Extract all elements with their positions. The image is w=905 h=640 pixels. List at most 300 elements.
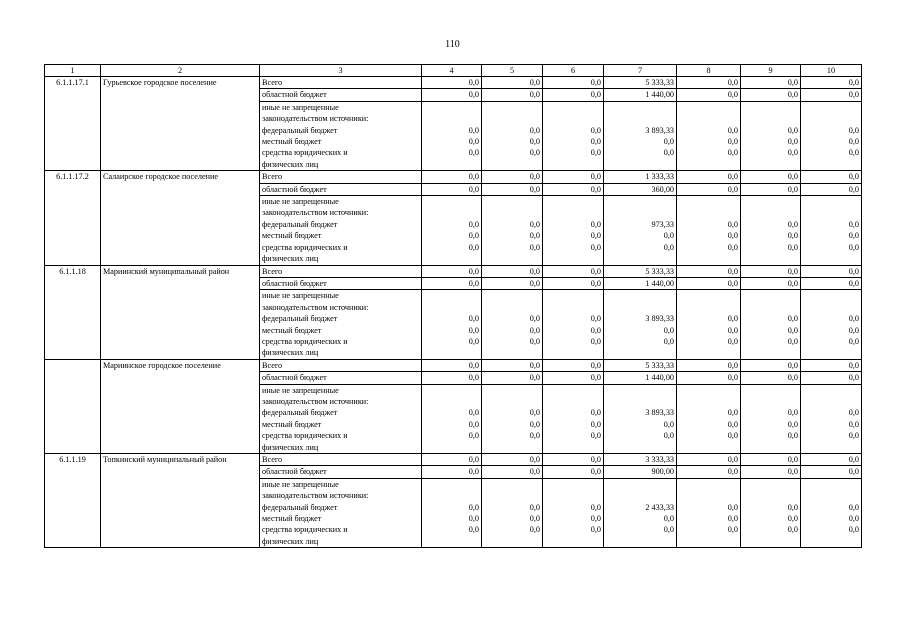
- value-yur: 0,0: [727, 336, 738, 346]
- value-federal: 0,0: [590, 408, 601, 418]
- value-cell: 0,0: [543, 372, 604, 384]
- value-mestny: 0,0: [663, 231, 674, 241]
- value-cell: 1 440,00: [604, 277, 677, 289]
- value-cell: [482, 478, 543, 547]
- value-mestny: 0,0: [529, 325, 540, 335]
- value-cell: 0,0: [422, 77, 482, 89]
- value-cell: [741, 478, 801, 547]
- row-name: Мариинское городское поселение: [101, 359, 260, 453]
- value-cell: [604, 101, 677, 170]
- column-number: 3: [260, 65, 422, 77]
- value-cell: 0,0: [482, 359, 543, 371]
- value-cell: [543, 384, 604, 453]
- value-cell: [604, 290, 677, 359]
- value-mestny: 0,0: [787, 137, 798, 147]
- spacer: [484, 479, 540, 490]
- value-yur: 0,0: [663, 525, 674, 535]
- value-federal: 0,0: [727, 502, 738, 512]
- value-yur: 0,0: [590, 242, 601, 252]
- label-oblast: областной бюджет: [260, 466, 422, 478]
- value-cell: 0,0: [801, 466, 862, 478]
- value-federal: 0,0: [468, 502, 479, 512]
- value-mestny: 0,0: [590, 419, 601, 429]
- value-yur: 0,0: [727, 242, 738, 252]
- value-cell: 0,0: [543, 454, 604, 466]
- value-cell: 0,0: [677, 77, 741, 89]
- value-mestny: 0,0: [787, 419, 798, 429]
- value-cell: 0,0: [543, 265, 604, 277]
- value-mestny: 0,0: [848, 514, 859, 524]
- value-cell: 3 333,33: [604, 454, 677, 466]
- spacer: [743, 490, 798, 501]
- value-yur: 0,0: [529, 148, 540, 158]
- budget-table: [44, 64, 862, 548]
- label-federal: федеральный бюджет: [262, 314, 338, 324]
- value-cell: [543, 478, 604, 547]
- spacer: [545, 385, 601, 396]
- value-cell: 0,0: [482, 77, 543, 89]
- label-yur2: физических лиц: [262, 536, 319, 546]
- column-number: 4: [422, 65, 482, 77]
- value-cell: 0,0: [741, 183, 801, 195]
- value-yur: 0,0: [848, 148, 859, 158]
- value-yur: 0,0: [663, 336, 674, 346]
- label-federal: федеральный бюджет: [262, 125, 338, 135]
- label-other-sources: [260, 478, 422, 547]
- value-cell: 0,0: [482, 183, 543, 195]
- label-inye2: законодательством источники:: [262, 114, 369, 124]
- value-cell: 0,0: [482, 171, 543, 183]
- table-row: [45, 265, 862, 277]
- label-mestny: местный бюджет: [262, 137, 322, 147]
- label-other-sources: [260, 101, 422, 170]
- spacer: [679, 479, 738, 490]
- value-mestny: 0,0: [663, 514, 674, 524]
- value-cell: 0,0: [543, 466, 604, 478]
- value-cell: [677, 290, 741, 359]
- value-cell: [801, 384, 862, 453]
- value-federal: 0,0: [529, 408, 540, 418]
- value-federal: 0,0: [468, 408, 479, 418]
- value-yur: 0,0: [727, 431, 738, 441]
- label-vsego: Всего: [260, 359, 422, 371]
- value-yur: 0,0: [848, 336, 859, 346]
- spacer: [424, 479, 479, 490]
- spacer: [803, 113, 859, 124]
- spacer: [743, 385, 798, 396]
- label-yur2: физических лиц: [262, 442, 319, 452]
- value-federal: 0,0: [787, 125, 798, 135]
- value-yur: 0,0: [468, 148, 479, 158]
- value-cell: 0,0: [801, 277, 862, 289]
- spacer: [424, 102, 479, 113]
- value-cell: 0,0: [677, 183, 741, 195]
- label-other-sources: [260, 384, 422, 453]
- value-yur: 0,0: [529, 336, 540, 346]
- value-federal: 0,0: [848, 125, 859, 135]
- value-federal: 0,0: [727, 219, 738, 229]
- label-inye2: законодательством источники:: [262, 208, 369, 218]
- value-federal: 0,0: [590, 314, 601, 324]
- value-cell: 1 440,00: [604, 372, 677, 384]
- value-cell: 0,0: [422, 277, 482, 289]
- value-yur: 0,0: [848, 525, 859, 535]
- value-yur: 0,0: [787, 148, 798, 158]
- value-mestny: 0,0: [848, 231, 859, 241]
- value-federal: 0,0: [787, 502, 798, 512]
- value-cell: [801, 290, 862, 359]
- value-cell: 0,0: [741, 466, 801, 478]
- value-cell: [741, 384, 801, 453]
- value-cell: [677, 384, 741, 453]
- spacer: [424, 207, 479, 218]
- value-mestny: 0,0: [848, 325, 859, 335]
- value-yur: 0,0: [590, 431, 601, 441]
- value-cell: 0,0: [801, 359, 862, 371]
- value-cell: 900,00: [604, 466, 677, 478]
- row-code: [45, 359, 101, 453]
- label-yur1: средства юридических и: [262, 525, 348, 535]
- value-mestny: 0,0: [787, 325, 798, 335]
- value-mestny: 0,0: [468, 514, 479, 524]
- table-row: [45, 359, 862, 371]
- spacer: [803, 479, 859, 490]
- label-yur1: средства юридических и: [262, 336, 348, 346]
- label-yur1: средства юридических и: [262, 148, 348, 158]
- value-federal: 0,0: [848, 219, 859, 229]
- value-mestny: 0,0: [727, 514, 738, 524]
- spacer: [679, 102, 738, 113]
- value-federal: 0,0: [787, 219, 798, 229]
- value-mestny: 0,0: [663, 137, 674, 147]
- value-federal: 0,0: [529, 502, 540, 512]
- spacer: [424, 396, 479, 407]
- spacer: [545, 302, 601, 313]
- value-yur: 0,0: [663, 242, 674, 252]
- label-vsego: Всего: [260, 265, 422, 277]
- value-mestny: 0,0: [590, 514, 601, 524]
- value-yur: 0,0: [787, 336, 798, 346]
- value-cell: 0,0: [677, 466, 741, 478]
- label-inye1: иные не запрещенные: [262, 385, 339, 395]
- spacer: [606, 490, 674, 501]
- spacer: [606, 396, 674, 407]
- value-federal: 973,33: [651, 219, 674, 229]
- spacer: [743, 102, 798, 113]
- label-vsego: Всего: [260, 454, 422, 466]
- value-mestny: 0,0: [590, 231, 601, 241]
- label-federal: федеральный бюджет: [262, 219, 338, 229]
- value-cell: 0,0: [677, 359, 741, 371]
- spacer: [679, 290, 738, 301]
- table-row: [45, 77, 862, 89]
- value-cell: [422, 101, 482, 170]
- value-federal: 0,0: [590, 502, 601, 512]
- value-cell: 0,0: [741, 372, 801, 384]
- column-number: 1: [45, 65, 101, 77]
- label-vsego: Всего: [260, 171, 422, 183]
- value-yur: 0,0: [468, 525, 479, 535]
- value-cell: 0,0: [482, 454, 543, 466]
- spacer: [679, 396, 738, 407]
- row-name: Гурьевское городское поселение: [101, 77, 260, 171]
- column-number: 2: [101, 65, 260, 77]
- value-federal: 2 433,33: [645, 502, 674, 512]
- value-cell: 0,0: [422, 265, 482, 277]
- value-yur: 0,0: [529, 431, 540, 441]
- spacer: [606, 290, 674, 301]
- column-number: 7: [604, 65, 677, 77]
- value-cell: 1 333,33: [604, 171, 677, 183]
- value-cell: [482, 196, 543, 265]
- label-inye2: законодательством источники:: [262, 396, 369, 406]
- spacer: [424, 302, 479, 313]
- label-oblast: областной бюджет: [260, 277, 422, 289]
- value-cell: 0,0: [422, 359, 482, 371]
- value-yur: 0,0: [848, 431, 859, 441]
- spacer: [743, 479, 798, 490]
- value-cell: 0,0: [741, 265, 801, 277]
- spacer: [545, 290, 601, 301]
- value-mestny: 0,0: [529, 514, 540, 524]
- value-cell: 0,0: [543, 171, 604, 183]
- value-yur: 0,0: [468, 336, 479, 346]
- value-federal: 3 893,33: [645, 125, 674, 135]
- label-inye1: иные не запрещенные: [262, 197, 339, 207]
- value-cell: [482, 290, 543, 359]
- spacer: [803, 196, 859, 207]
- value-cell: 0,0: [422, 372, 482, 384]
- label-other-sources: [260, 196, 422, 265]
- spacer: [424, 385, 479, 396]
- value-cell: [801, 196, 862, 265]
- column-number-row: [45, 65, 862, 77]
- row-code: 6.1.1.17.1: [45, 77, 101, 171]
- spacer: [606, 385, 674, 396]
- spacer: [545, 196, 601, 207]
- value-yur: 0,0: [590, 336, 601, 346]
- value-cell: [604, 196, 677, 265]
- value-cell: [604, 384, 677, 453]
- value-cell: 0,0: [677, 171, 741, 183]
- spacer: [484, 102, 540, 113]
- value-cell: 0,0: [801, 171, 862, 183]
- value-mestny: 0,0: [468, 231, 479, 241]
- column-number: 6: [543, 65, 604, 77]
- spacer: [545, 479, 601, 490]
- label-oblast: областной бюджет: [260, 183, 422, 195]
- label-yur1: средства юридических и: [262, 431, 348, 441]
- value-cell: 5 333,33: [604, 77, 677, 89]
- value-cell: [677, 101, 741, 170]
- value-cell: 0,0: [543, 183, 604, 195]
- label-mestny: местный бюджет: [262, 514, 322, 524]
- label-other-sources: [260, 290, 422, 359]
- spacer: [679, 302, 738, 313]
- value-mestny: 0,0: [529, 137, 540, 147]
- value-cell: 0,0: [741, 77, 801, 89]
- value-cell: [422, 384, 482, 453]
- value-yur: 0,0: [590, 525, 601, 535]
- value-federal: 0,0: [848, 314, 859, 324]
- value-cell: [741, 101, 801, 170]
- spacer: [424, 113, 479, 124]
- spacer: [484, 385, 540, 396]
- value-cell: 0,0: [801, 265, 862, 277]
- value-cell: [543, 290, 604, 359]
- column-number: 9: [741, 65, 801, 77]
- column-number: 10: [801, 65, 862, 77]
- spacer: [606, 196, 674, 207]
- spacer: [679, 385, 738, 396]
- label-mestny: местный бюджет: [262, 325, 322, 335]
- value-federal: 0,0: [787, 408, 798, 418]
- spacer: [484, 290, 540, 301]
- spacer: [606, 113, 674, 124]
- value-cell: [801, 478, 862, 547]
- spacer: [545, 490, 601, 501]
- value-cell: [543, 196, 604, 265]
- value-mestny: 0,0: [787, 514, 798, 524]
- value-yur: 0,0: [663, 148, 674, 158]
- value-yur: 0,0: [727, 525, 738, 535]
- value-cell: 0,0: [543, 359, 604, 371]
- row-code: 6.1.1.19: [45, 454, 101, 548]
- label-yur2: физических лиц: [262, 254, 319, 264]
- value-mestny: 0,0: [468, 325, 479, 335]
- label-oblast: областной бюджет: [260, 372, 422, 384]
- value-cell: 0,0: [801, 77, 862, 89]
- value-cell: 0,0: [482, 265, 543, 277]
- page-number: 110: [445, 39, 460, 50]
- value-federal: 0,0: [590, 125, 601, 135]
- table-row: [45, 171, 862, 183]
- value-mestny: 0,0: [468, 137, 479, 147]
- spacer: [679, 113, 738, 124]
- value-federal: 0,0: [468, 125, 479, 135]
- column-number: 5: [482, 65, 543, 77]
- value-cell: 0,0: [677, 277, 741, 289]
- label-vsego: Всего: [260, 77, 422, 89]
- spacer: [679, 207, 738, 218]
- spacer: [484, 196, 540, 207]
- label-yur2: физических лиц: [262, 348, 319, 358]
- spacer: [743, 113, 798, 124]
- value-yur: 0,0: [529, 525, 540, 535]
- value-mestny: 0,0: [529, 231, 540, 241]
- value-cell: 360,00: [604, 183, 677, 195]
- row-name: Топкинский муниципальный район: [101, 454, 260, 548]
- value-mestny: 0,0: [529, 419, 540, 429]
- spacer: [803, 207, 859, 218]
- value-cell: 0,0: [677, 265, 741, 277]
- value-cell: [741, 196, 801, 265]
- spacer: [606, 102, 674, 113]
- value-cell: 0,0: [482, 277, 543, 289]
- spacer: [679, 490, 738, 501]
- value-yur: 0,0: [848, 242, 859, 252]
- value-yur: 0,0: [727, 148, 738, 158]
- value-cell: 0,0: [482, 372, 543, 384]
- value-cell: [422, 290, 482, 359]
- value-mestny: 0,0: [727, 137, 738, 147]
- value-cell: 0,0: [801, 372, 862, 384]
- spacer: [743, 302, 798, 313]
- value-mestny: 0,0: [848, 419, 859, 429]
- spacer: [545, 102, 601, 113]
- spacer: [606, 207, 674, 218]
- spacer: [606, 302, 674, 313]
- value-federal: 0,0: [468, 219, 479, 229]
- value-cell: [543, 101, 604, 170]
- value-federal: 0,0: [727, 408, 738, 418]
- value-cell: [422, 478, 482, 547]
- value-cell: 0,0: [422, 183, 482, 195]
- spacer: [803, 290, 859, 301]
- label-inye1: иные не запрещенные: [262, 291, 339, 301]
- table-row: [45, 454, 862, 466]
- value-mestny: 0,0: [727, 325, 738, 335]
- value-mestny: 0,0: [468, 419, 479, 429]
- value-mestny: 0,0: [727, 419, 738, 429]
- value-yur: 0,0: [590, 148, 601, 158]
- row-code: 6.1.1.18: [45, 265, 101, 359]
- spacer: [484, 302, 540, 313]
- value-cell: [677, 196, 741, 265]
- value-yur: 0,0: [468, 242, 479, 252]
- value-cell: 0,0: [741, 171, 801, 183]
- value-federal: 0,0: [727, 314, 738, 324]
- value-cell: 0,0: [801, 454, 862, 466]
- value-federal: 0,0: [529, 219, 540, 229]
- spacer: [484, 396, 540, 407]
- label-federal: федеральный бюджет: [262, 408, 338, 418]
- value-mestny: 0,0: [663, 325, 674, 335]
- value-cell: 0,0: [482, 466, 543, 478]
- value-mestny: 0,0: [590, 137, 601, 147]
- value-cell: 0,0: [543, 77, 604, 89]
- label-inye1: иные не запрещенные: [262, 102, 339, 112]
- value-federal: 0,0: [529, 125, 540, 135]
- value-mestny: 0,0: [663, 419, 674, 429]
- value-cell: 0,0: [482, 89, 543, 101]
- value-cell: 0,0: [801, 89, 862, 101]
- value-cell: [604, 478, 677, 547]
- value-yur: 0,0: [787, 431, 798, 441]
- row-code: 6.1.1.17.2: [45, 171, 101, 265]
- label-mestny: местный бюджет: [262, 231, 322, 241]
- spacer: [803, 102, 859, 113]
- value-cell: 0,0: [543, 277, 604, 289]
- value-cell: 0,0: [422, 171, 482, 183]
- value-cell: 0,0: [741, 277, 801, 289]
- value-yur: 0,0: [663, 431, 674, 441]
- value-federal: 0,0: [468, 314, 479, 324]
- value-mestny: 0,0: [727, 231, 738, 241]
- value-cell: 0,0: [741, 89, 801, 101]
- spacer: [424, 196, 479, 207]
- row-name: Салаирское городское поселение: [101, 171, 260, 265]
- value-cell: [801, 101, 862, 170]
- value-federal: 0,0: [848, 502, 859, 512]
- spacer: [545, 207, 601, 218]
- spacer: [679, 196, 738, 207]
- value-yur: 0,0: [468, 431, 479, 441]
- value-federal: 3 893,33: [645, 314, 674, 324]
- value-cell: 0,0: [677, 372, 741, 384]
- value-cell: 0,0: [741, 454, 801, 466]
- value-cell: [677, 478, 741, 547]
